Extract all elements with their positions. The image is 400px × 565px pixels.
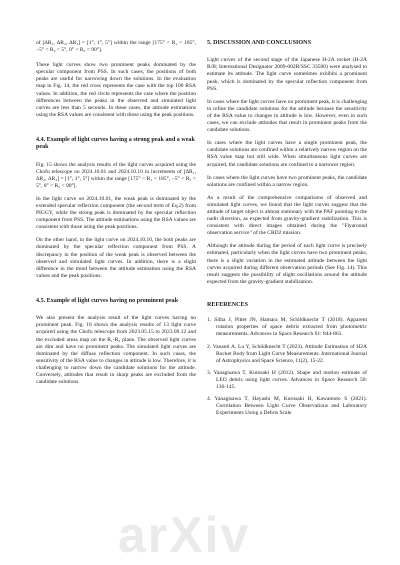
paragraph: These light curves show two prominent peaks dominated by the specular component from PSS. In such cases, the positions of both peaks are useful for narrowing down the solutions. In the evaluation map in Fig. 14, the red cross represents the case with the top 100 RSA values. In addition, the red circle represents the case where the position differences between the peaks in the observed and simulated light curves are less than 5 seconds. In these cases, the attitude estimations using the RSA values are consistent with those using the peak positions.	[36, 62, 196, 118]
right-column	[207, 40, 367, 417]
paragraph: Light curves of the second stage of the Japanese H-2A rocket (H-2A R/B; International Designator 2009-002B/SSC 33500) were analysed to estimate its attitude. The light curve sometimes exhibits a prominent peak, which is dominated by the specular reflection component from PSS.	[207, 57, 367, 92]
paragraph: We also present the analysis result of the light curves having no prominent peak. Fig. 16 shows the analysis results of 13 light curve acquired using the Chofu telescope from 2023.05.15 to 2023.09.12 and the excluded areas map on the R₁-R₂ plane. The observed light curves are dim and have no prominent peaks. The simulated light curves are dominated by the diffuse reflection component. In such cases, the sensitivity of the RSA value to changes in attitude is low. Therefore, it is challenging to narrow down the candidate solutions for the attitude. Conversely, attitudes that result in sharp peaks are excluded from the candidate solutions.	[36, 315, 196, 386]
paragraph: Fig. 15 shows the analysis results of the light curves acquired using the Chofu telescope on 2024.10.01 and 2024.10.10 in increments of [ΔR₁, ΔR₂, ΔR₃] = [1°, 1°, 5°] within the range [175° < R₁ < 185°, −5° < R₂ < 5°, 0° < R₃ < 90°].	[36, 161, 196, 189]
paragraph: As a result of the comprehensive comparisons of observed and simulated light curves, we found that the light curves suggest that the attitude of target object is almost stationary with the PAF pointing in the nadir direction, as expected from gravity-gradient stabilization. This is consistent with direct images obtained during the "Flyaround observation service" of the CRD2 mission.	[207, 194, 367, 237]
paragraph: In cases where the light curves have a single prominent peak, the candidate solutions are confined within a relatively narrow region on the RSA value map but still wide. When simultaneous light curves are acquired, the candidate solutions are confined to a narrower region.	[207, 140, 367, 168]
paragraph: In cases where the light curves have no prominent peak, it is challenging to refine the candidate solutions for the attitude because the sensitivity of the RSA value to changes in attitude is low. However, even in such cases, we can exclude attitudes that result in prominent peaks from the candidate solutions.	[207, 98, 367, 134]
left-column	[36, 40, 196, 386]
paragraph: In the light curve on 2024.10.01, the weak peak is dominated by the extended specular reflection component (the second term of Eq.2) from PIGGY, while the strong peak is dominated by the specular reflection component from PSS. The attitude estimations using the RSA values are consistent with those using the peak positions.	[36, 195, 196, 231]
watermark: arXiv	[118, 507, 251, 563]
reference-item: 3. Yanagisawa T, Kurosaki H (2012). Shape and motion estimate of LEO debris using light curves. Advances in Space Research 50: 136-145.	[207, 369, 367, 390]
reference-item: 2. Vananti A, Lu Y, Schildknecht T (2023). Attitude Estimation of H2A Rocket Body from Light Curve Measurements. International Journal of Astrophysics and Space Science, 11(2), 15-22.	[207, 343, 367, 364]
section-heading-5: 5. DISCUSSION AND CONCLUSIONS	[207, 40, 311, 46]
paragraph: On the other hand, in the light curve on 2024.10.10, the both peaks are dominated by the specular reflection component from PSS. A discrepancy in the position of the weak peak is observed between the observed and simulated light curves. In addition, there is a slight difference in the trend between the attitude estimation using the RSA values and the peak positions.	[36, 237, 196, 279]
reference-item: 4. Yanagisawa T, Hayashi M, Kurosaki H, Kawamoto S (2021). Correlation Between Light Curve Observations and Laboratory Experiments Using a Debris Scale	[207, 396, 367, 417]
reference-item: 1. Silha J, Pittet JN, Hamara M, Schildknecht T (2018). Apparent rotation properties of space debris extracted from photometric measurements. Advances in Space Research 61: 844-861.	[207, 317, 367, 338]
references-heading: REFERENCES	[207, 301, 248, 308]
paragraph: Although the attitude during the period of each light curve is precisely estimated, particularly when the light curves have two prominent peaks, there is a slight variation in the estimated attitude between the light curves acquired during different observation periods (See Fig. 14). This result suggests the possibility of slight oscillations around the attitude expected from the gravity-gradient stabilization.	[207, 243, 367, 285]
paragraph: In cases where the light curves have two prominent peaks, the candidate solutions are confined within a narrow region.	[207, 174, 367, 188]
section-heading-4-4: 4.4. Example of light curves having a strong peak and a weak peak	[36, 136, 195, 151]
paragraph: of [ΔR₁, ΔR₂, ΔR₃] = [1°, 1°, 5°] within the range [175° < R₁ < 185°, −5° < R₂ < 5°, 0° < R₃ < 90°].	[36, 40, 196, 54]
section-heading-4-5: 4.5. Example of light curves having no prominent peak	[36, 297, 179, 304]
